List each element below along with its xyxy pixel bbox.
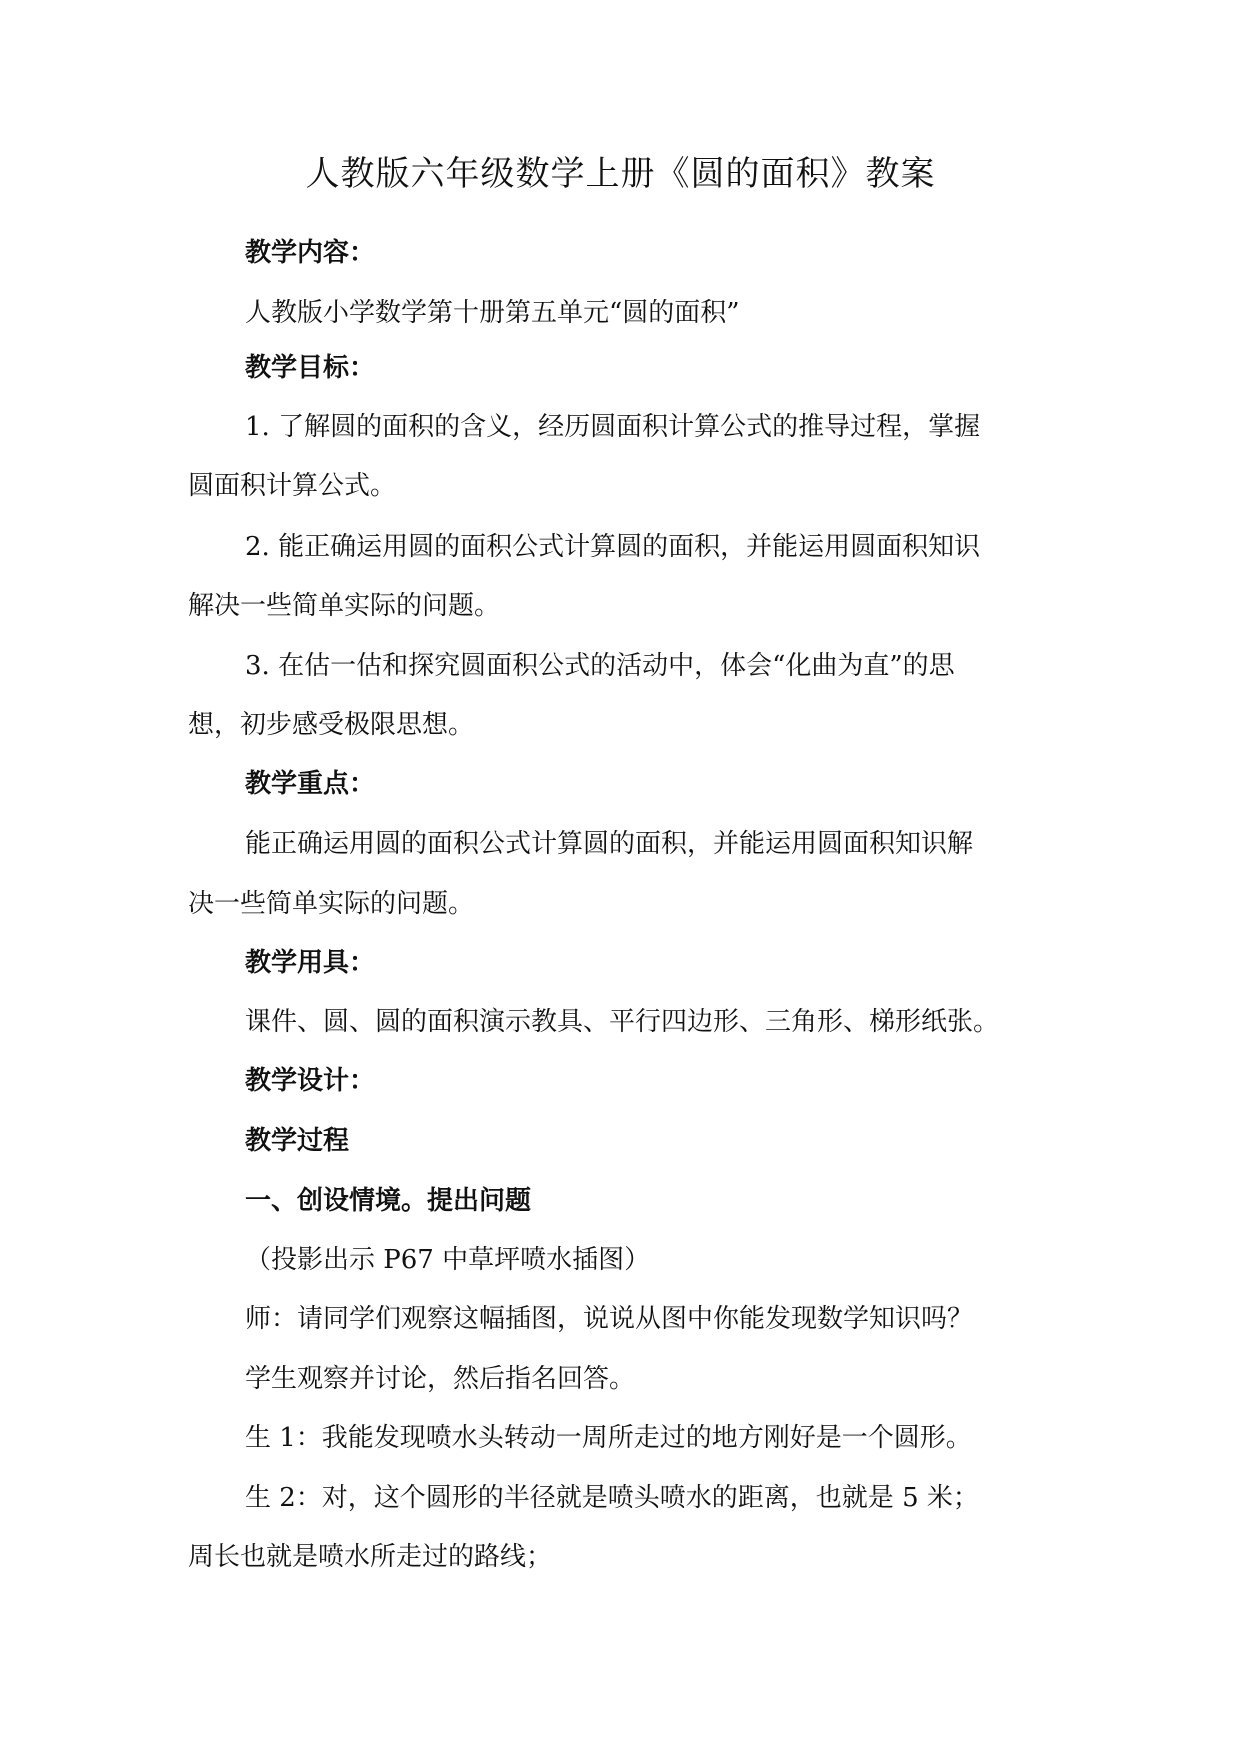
key-points-line-1: 能正确运用圆的面积公式计算圆的面积，并能运用圆面积知识解 [245, 829, 974, 859]
teaching-design-heading: 教学设计： [245, 1066, 376, 1096]
goal-2-line-1: 2. 能正确运用圆的面积公式计算圆的面积，并能运用圆面积知识 [245, 532, 981, 562]
goal-1-line-2: 圆面积计算公式。 [188, 471, 397, 501]
goal-1-line-1: 1. 了解圆的面积的含义，经历圆面积计算公式的推导过程，掌握 [245, 412, 981, 442]
document-title: 人教版六年级数学上册《圆的面积》教案 [305, 154, 936, 194]
teaching-goals-heading: 教学目标： [245, 353, 376, 383]
teaching-tools-text: 课件、圆、圆的面积演示教具、平行四边形、三角形、梯形纸张。 [245, 1007, 1000, 1037]
projection-note: （投影出示 P67 中草坪喷水插图） [245, 1245, 651, 1275]
student-2-answer-line-2: 周长也就是喷水所走过的路线； [188, 1542, 553, 1572]
key-points-heading: 教学重点： [245, 769, 376, 799]
teaching-content-text: 人教版小学数学第十册第五单元“圆的面积” [245, 298, 740, 328]
goal-3-line-2: 想，初步感受极限思想。 [188, 710, 475, 740]
key-points-line-2: 决一些简单实际的问题。 [188, 889, 475, 919]
teacher-question: 师：请同学们观察这幅插图，说说从图中你能发现数学知识吗？ [245, 1304, 974, 1334]
student-2-answer-line-1: 生 2：对，这个圆形的半径就是喷头喷水的距离，也就是 5 米； [245, 1483, 979, 1513]
goal-3-line-1: 3. 在估一估和探究圆面积公式的活动中，体会“化曲为直”的思 [245, 651, 955, 681]
teaching-content-heading: 教学内容： [245, 238, 376, 268]
teaching-tools-heading: 教学用具： [245, 948, 376, 978]
students-discussion: 学生观察并讨论，然后指名回答。 [245, 1364, 636, 1394]
student-1-answer: 生 1：我能发现喷水头转动一周所走过的地方刚好是一个圆形。 [245, 1423, 972, 1453]
section-1-heading: 一、创设情境。提出问题 [245, 1186, 532, 1216]
teaching-process-heading: 教学过程 [245, 1126, 350, 1156]
goal-2-line-2: 解决一些简单实际的问题。 [188, 591, 501, 621]
